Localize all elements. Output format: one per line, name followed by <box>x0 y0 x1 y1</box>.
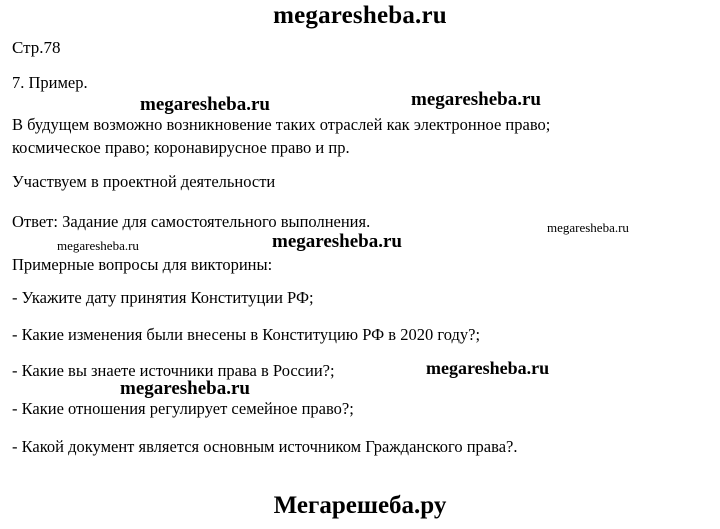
watermark-3: megaresheba.ru <box>547 220 629 235</box>
answer-text: Ответ: Задание для самостоятельного выполнения. <box>12 212 371 231</box>
page-number-label: Стр.78 <box>12 38 61 57</box>
quiz-question-5: - Какой документ является основным источником Гражданского права?. <box>12 437 518 456</box>
site-brand-header: megaresheba.ru <box>273 2 447 29</box>
watermark-1: megaresheba.ru <box>140 94 270 115</box>
watermark-4: megaresheba.ru <box>57 238 139 253</box>
section-heading: Участвуем в проектной деятельности <box>12 172 276 191</box>
watermark-2: megaresheba.ru <box>411 89 541 110</box>
watermark-7: megaresheba.ru <box>120 378 250 399</box>
quiz-question-2: - Какие изменения были внесены в Конституцию РФ в 2020 году?; <box>12 325 481 344</box>
quiz-intro-text: Примерные вопросы для викторины: <box>12 255 273 274</box>
quiz-question-4: - Какие отношения регулирует семейное право?; <box>12 399 354 418</box>
quiz-question-3: - Какие вы знаете источники права в России?; <box>12 361 335 380</box>
quiz-question-1: - Укажите дату принятия Конституции РФ; <box>12 288 314 307</box>
paragraph-line-2: космическое право; коронавирусное право и пр. <box>12 138 350 157</box>
task-number-label: 7. Пример. <box>12 73 88 92</box>
paragraph-line-1: В будущем возможно возникновение таких отраслей как электронное право; <box>12 115 551 134</box>
watermark-6: megaresheba.ru <box>426 358 550 378</box>
site-brand-footer: Мегарешеба.ру <box>273 492 447 519</box>
watermark-5: megaresheba.ru <box>272 231 402 252</box>
